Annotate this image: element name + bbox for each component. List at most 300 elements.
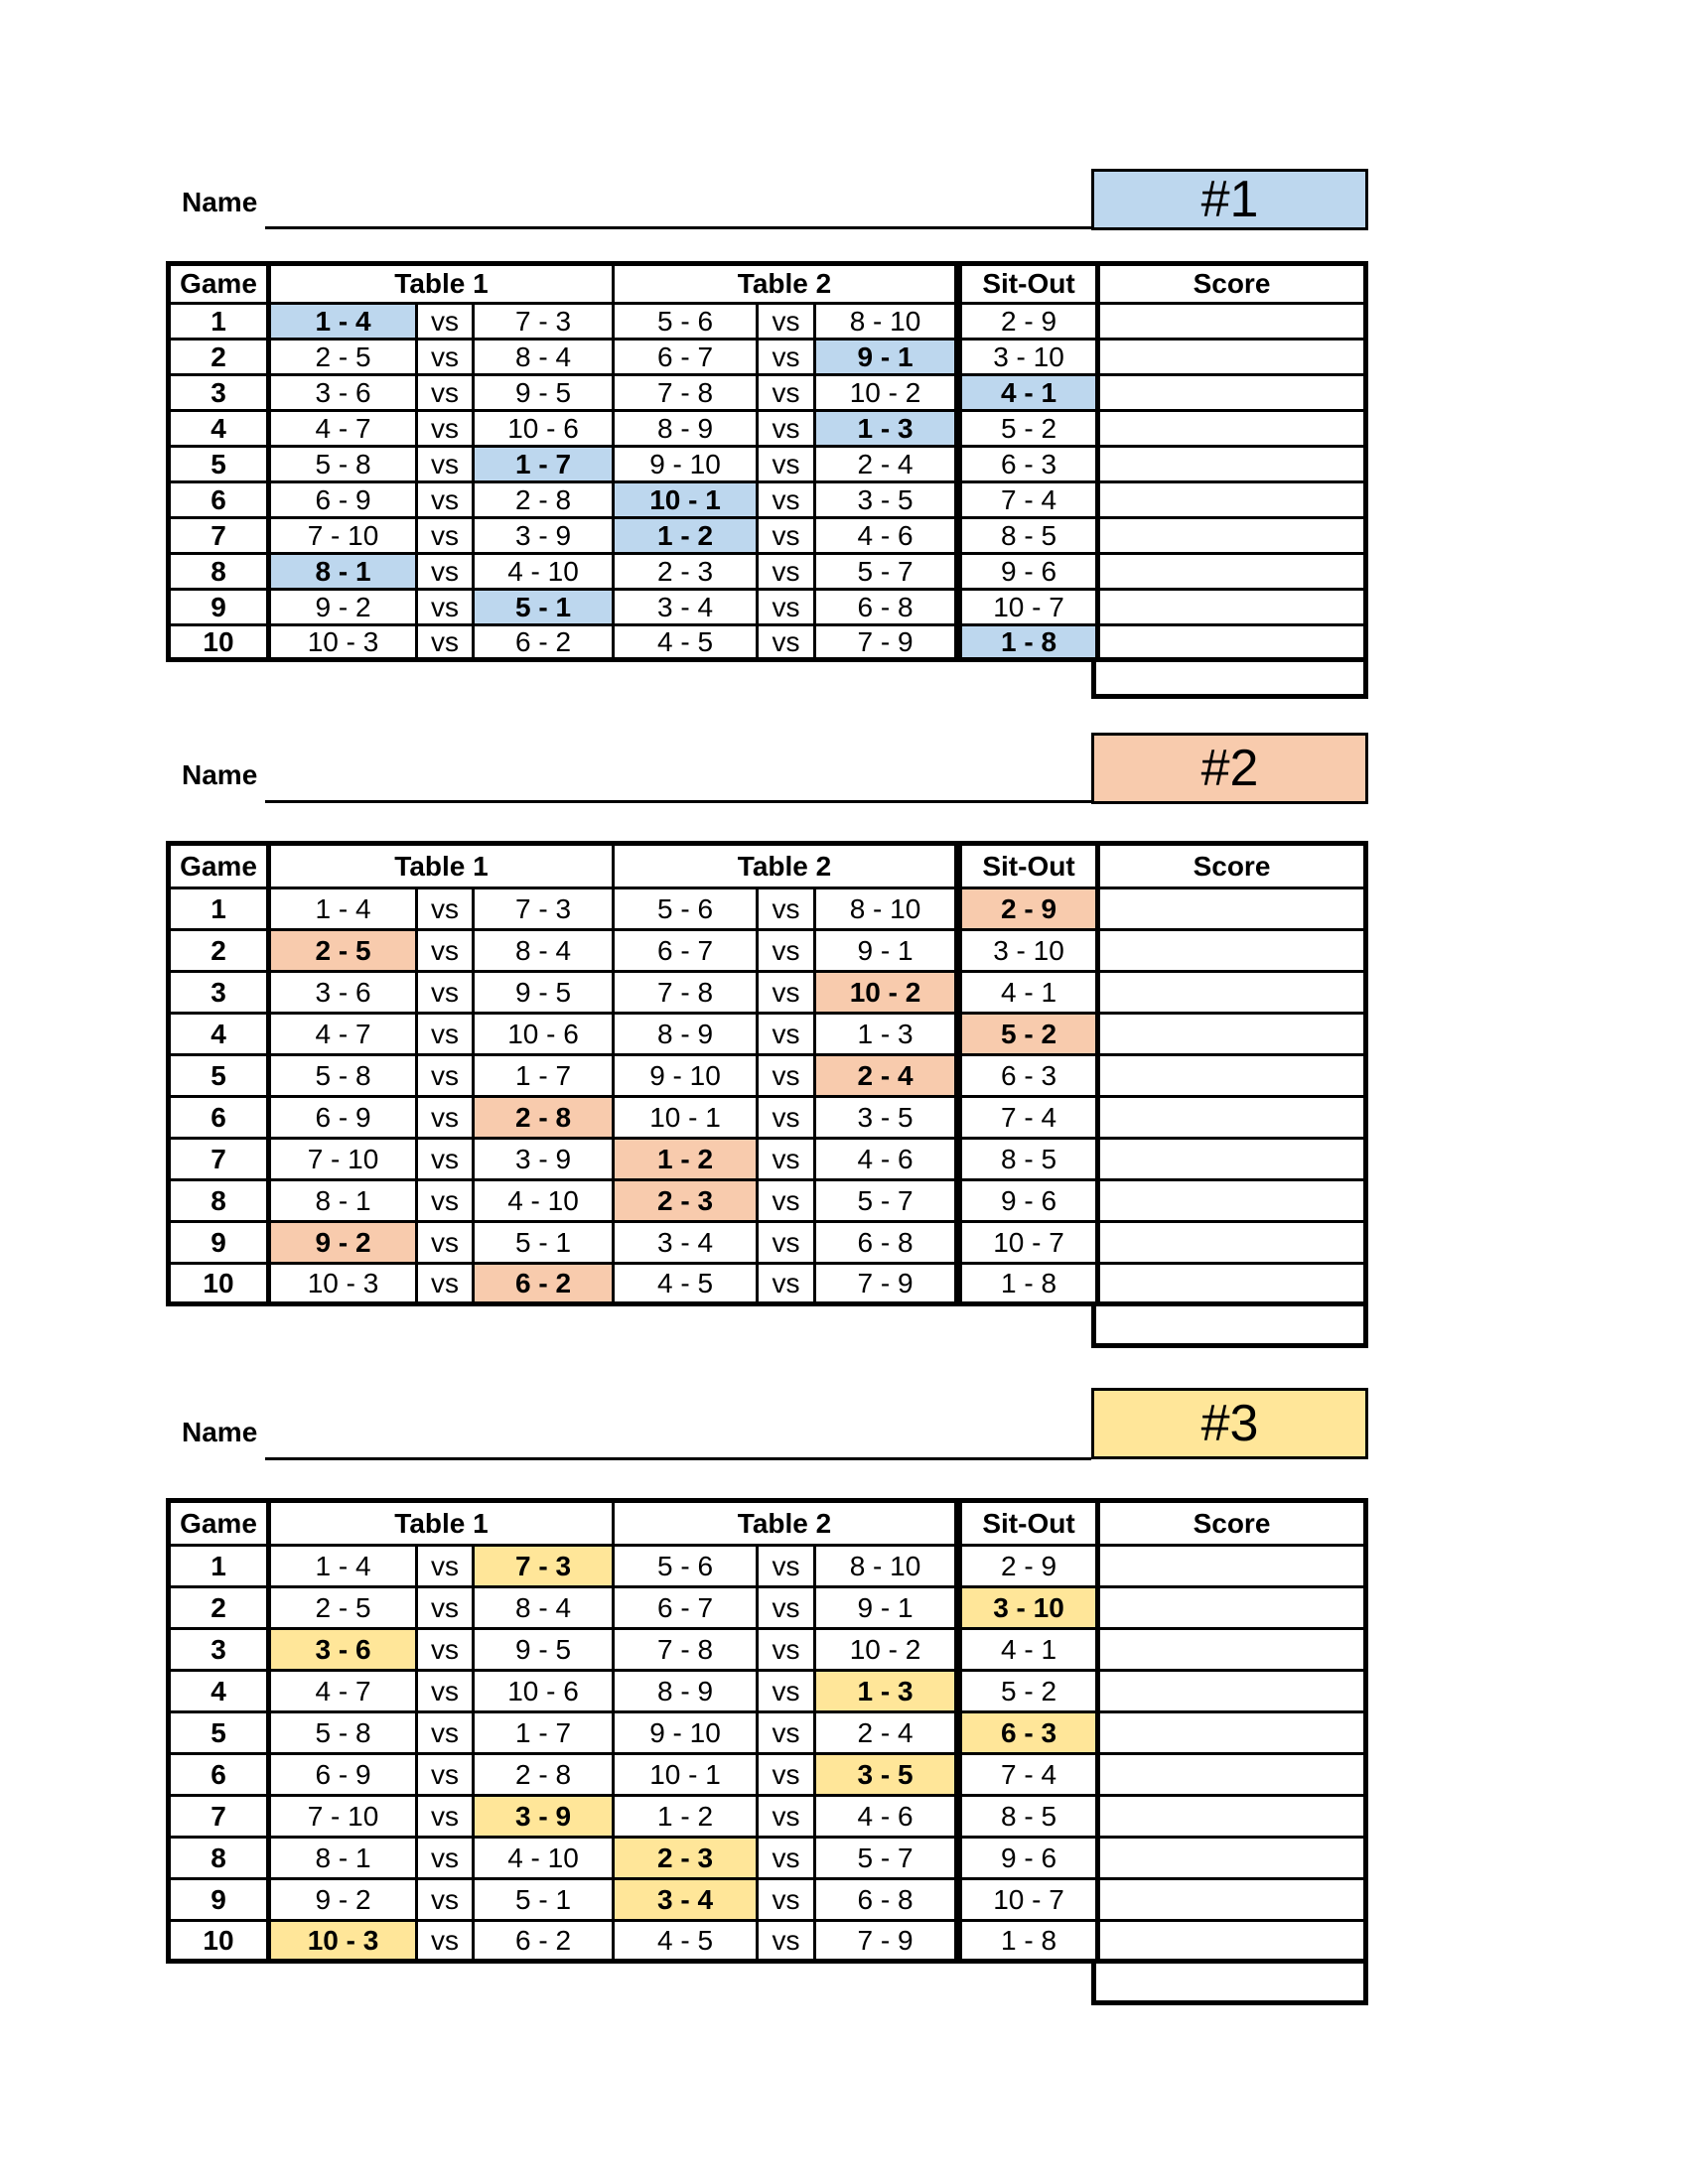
table-row [171, 889, 1368, 931]
table2-pair-a: 3 - 4 [615, 591, 759, 626]
table-row [171, 483, 1368, 519]
schedule-table [166, 841, 1368, 1306]
score-cell[interactable] [1100, 1015, 1368, 1056]
table1-pair-a: 10 - 3 [271, 1265, 418, 1306]
vs-label: vs [759, 1922, 816, 1964]
table-row [171, 1223, 1368, 1265]
header-sit-out: Sit-Out [957, 846, 1100, 889]
table2-pair-a: 6 - 7 [615, 341, 759, 376]
table1-pair-a: 6 - 9 [271, 483, 418, 519]
table2-pair-a: 2 - 3 [615, 555, 759, 591]
score-cell[interactable] [1100, 1056, 1368, 1098]
vs-label: vs [759, 1056, 816, 1098]
table1-pair-b: 2 - 8 [475, 483, 615, 519]
score-cell[interactable] [1100, 1140, 1368, 1181]
table2-pair-b: 9 - 1 [816, 341, 957, 376]
table1-pair-b: 7 - 3 [475, 889, 615, 931]
table2-pair-b: 6 - 8 [816, 1223, 957, 1265]
table2-pair-a: 10 - 1 [615, 1098, 759, 1140]
table2-pair-a: 9 - 10 [615, 1056, 759, 1098]
table-row [171, 1265, 1368, 1306]
vs-label: vs [418, 1797, 475, 1839]
sit-out-pair: 7 - 4 [957, 483, 1100, 519]
game-number: 10 [171, 1265, 271, 1306]
header-score: Score [1100, 1503, 1368, 1547]
table-row [171, 412, 1368, 448]
score-cell[interactable] [1100, 1547, 1368, 1588]
sit-out-pair: 5 - 2 [957, 1672, 1100, 1713]
table1-pair-b: 4 - 10 [475, 1839, 615, 1880]
vs-label: vs [418, 341, 475, 376]
game-number: 9 [171, 1880, 271, 1922]
header-table-2: Table 2 [615, 266, 957, 305]
table2-pair-a: 10 - 1 [615, 1755, 759, 1797]
score-cell[interactable] [1100, 1265, 1368, 1306]
score-cell[interactable] [1100, 1880, 1368, 1922]
table1-pair-a: 4 - 7 [271, 412, 418, 448]
table1-pair-a: 5 - 8 [271, 1713, 418, 1755]
table-row [171, 555, 1368, 591]
game-number: 3 [171, 1630, 271, 1672]
header-sit-out: Sit-Out [957, 266, 1100, 305]
table-row [171, 1797, 1368, 1839]
table-row [171, 1181, 1368, 1223]
table1-pair-a: 3 - 6 [271, 1630, 418, 1672]
game-number: 4 [171, 1672, 271, 1713]
total-score-cell[interactable] [1091, 661, 1368, 699]
table2-pair-b: 4 - 6 [816, 1140, 957, 1181]
header-row [171, 1503, 1368, 1547]
game-number: 8 [171, 1839, 271, 1880]
table2-pair-a: 10 - 1 [615, 483, 759, 519]
vs-label: vs [759, 1547, 816, 1588]
header-table-1: Table 1 [271, 266, 615, 305]
score-cell[interactable] [1100, 376, 1368, 412]
table-row [171, 305, 1368, 341]
table2-pair-b: 3 - 5 [816, 1098, 957, 1140]
table2-pair-a: 1 - 2 [615, 1140, 759, 1181]
table1-pair-b: 9 - 5 [475, 973, 615, 1015]
vs-label: vs [759, 626, 816, 662]
table1-pair-b: 2 - 8 [475, 1755, 615, 1797]
vs-label: vs [418, 1630, 475, 1672]
vs-label: vs [759, 555, 816, 591]
table-row [171, 1056, 1368, 1098]
vs-label: vs [418, 931, 475, 973]
vs-label: vs [418, 1015, 475, 1056]
table2-pair-a: 8 - 9 [615, 1015, 759, 1056]
vs-label: vs [759, 1223, 816, 1265]
table-row [171, 973, 1368, 1015]
table-row [171, 519, 1368, 555]
vs-label: vs [418, 1588, 475, 1630]
score-cell[interactable] [1100, 448, 1368, 483]
vs-label: vs [418, 1755, 475, 1797]
name-label: Name [182, 187, 258, 217]
vs-label: vs [759, 1797, 816, 1839]
table2-pair-b: 8 - 10 [816, 1547, 957, 1588]
sit-out-pair: 1 - 8 [957, 626, 1100, 662]
vs-label: vs [759, 931, 816, 973]
sheet-number-badge: #2 [1091, 733, 1368, 804]
sit-out-pair: 6 - 3 [957, 1713, 1100, 1755]
table1-pair-a: 5 - 8 [271, 448, 418, 483]
vs-label: vs [418, 1839, 475, 1880]
sit-out-pair: 6 - 3 [957, 448, 1100, 483]
game-number: 10 [171, 626, 271, 662]
table1-pair-b: 8 - 4 [475, 931, 615, 973]
score-cell[interactable] [1100, 555, 1368, 591]
score-cell[interactable] [1100, 1098, 1368, 1140]
table2-pair-b: 6 - 8 [816, 1880, 957, 1922]
table2-pair-a: 9 - 10 [615, 1713, 759, 1755]
table-row [171, 448, 1368, 483]
table2-pair-b: 8 - 10 [816, 305, 957, 341]
vs-label: vs [418, 591, 475, 626]
score-cell[interactable] [1100, 519, 1368, 555]
header-game: Game [171, 266, 271, 305]
table1-pair-b: 9 - 5 [475, 1630, 615, 1672]
vs-label: vs [759, 889, 816, 931]
table2-pair-b: 8 - 10 [816, 889, 957, 931]
table1-pair-b: 3 - 9 [475, 1140, 615, 1181]
table2-pair-b: 2 - 4 [816, 1713, 957, 1755]
vs-label: vs [759, 483, 816, 519]
table-row [171, 1015, 1368, 1056]
table-row [171, 1922, 1368, 1964]
vs-label: vs [418, 889, 475, 931]
vs-label: vs [759, 1672, 816, 1713]
sit-out-pair: 4 - 1 [957, 376, 1100, 412]
table1-pair-a: 4 - 7 [271, 1672, 418, 1713]
vs-label: vs [759, 973, 816, 1015]
sheet-number-badge: #3 [1091, 1388, 1368, 1459]
vs-label: vs [418, 376, 475, 412]
table2-pair-b: 5 - 7 [816, 555, 957, 591]
sit-out-pair: 8 - 5 [957, 1797, 1100, 1839]
table1-pair-b: 5 - 1 [475, 591, 615, 626]
table1-pair-a: 10 - 3 [271, 626, 418, 662]
table2-pair-b: 5 - 7 [816, 1839, 957, 1880]
table2-pair-b: 3 - 5 [816, 483, 957, 519]
game-number: 7 [171, 519, 271, 555]
table2-pair-a: 4 - 5 [615, 626, 759, 662]
vs-label: vs [418, 626, 475, 662]
score-cell[interactable] [1100, 1839, 1368, 1880]
sit-out-pair: 3 - 10 [957, 341, 1100, 376]
table1-pair-b: 1 - 7 [475, 1056, 615, 1098]
sit-out-pair: 5 - 2 [957, 1015, 1100, 1056]
name-line[interactable] [265, 1457, 1091, 1460]
table2-pair-a: 7 - 8 [615, 376, 759, 412]
sit-out-pair: 8 - 5 [957, 519, 1100, 555]
table1-pair-a: 6 - 9 [271, 1755, 418, 1797]
score-cell[interactable] [1100, 1922, 1368, 1964]
table-row [171, 1880, 1368, 1922]
table2-pair-a: 4 - 5 [615, 1265, 759, 1306]
name-label: Name [182, 759, 258, 790]
vs-label: vs [759, 591, 816, 626]
vs-label: vs [759, 1630, 816, 1672]
vs-label: vs [759, 1839, 816, 1880]
sit-out-pair: 6 - 3 [957, 1056, 1100, 1098]
table1-pair-a: 4 - 7 [271, 1015, 418, 1056]
name-label: Name [182, 1417, 258, 1447]
game-number: 5 [171, 1056, 271, 1098]
score-cell[interactable] [1100, 305, 1368, 341]
table2-pair-a: 5 - 6 [615, 1547, 759, 1588]
table2-pair-b: 1 - 3 [816, 1672, 957, 1713]
sit-out-pair: 2 - 9 [957, 1547, 1100, 1588]
header-table-2: Table 2 [615, 1503, 957, 1547]
table2-pair-a: 8 - 9 [615, 412, 759, 448]
score-cell[interactable] [1100, 591, 1368, 626]
game-number: 1 [171, 305, 271, 341]
table1-pair-a: 10 - 3 [271, 1922, 418, 1964]
vs-label: vs [418, 1056, 475, 1098]
header-game: Game [171, 846, 271, 889]
vs-label: vs [418, 1547, 475, 1588]
vs-label: vs [759, 1755, 816, 1797]
vs-label: vs [418, 448, 475, 483]
header-table-1: Table 1 [271, 1503, 615, 1547]
vs-label: vs [418, 1880, 475, 1922]
game-number: 3 [171, 376, 271, 412]
game-number: 8 [171, 555, 271, 591]
game-number: 2 [171, 1588, 271, 1630]
sit-out-pair: 1 - 8 [957, 1265, 1100, 1306]
table1-pair-b: 8 - 4 [475, 1588, 615, 1630]
vs-label: vs [759, 1265, 816, 1306]
header-table-1: Table 1 [271, 846, 615, 889]
table1-pair-a: 7 - 10 [271, 1797, 418, 1839]
table1-pair-b: 10 - 6 [475, 412, 615, 448]
table2-pair-a: 6 - 7 [615, 931, 759, 973]
table1-pair-b: 3 - 9 [475, 519, 615, 555]
score-cell[interactable] [1100, 483, 1368, 519]
table1-pair-a: 8 - 1 [271, 555, 418, 591]
table1-pair-b: 5 - 1 [475, 1880, 615, 1922]
table2-pair-b: 7 - 9 [816, 626, 957, 662]
table1-pair-b: 4 - 10 [475, 1181, 615, 1223]
table1-pair-b: 3 - 9 [475, 1797, 615, 1839]
vs-label: vs [418, 483, 475, 519]
sit-out-pair: 2 - 9 [957, 305, 1100, 341]
sit-out-pair: 4 - 1 [957, 1630, 1100, 1672]
vs-label: vs [759, 412, 816, 448]
score-cell[interactable] [1100, 1713, 1368, 1755]
vs-label: vs [759, 1181, 816, 1223]
score-cell[interactable] [1100, 1181, 1368, 1223]
game-number: 4 [171, 1015, 271, 1056]
table-row [171, 1672, 1368, 1713]
vs-label: vs [418, 412, 475, 448]
score-cell[interactable] [1100, 1672, 1368, 1713]
table2-pair-a: 5 - 6 [615, 889, 759, 931]
game-number: 6 [171, 1755, 271, 1797]
table2-pair-a: 4 - 5 [615, 1922, 759, 1964]
table2-pair-a: 7 - 8 [615, 973, 759, 1015]
table-row [171, 1588, 1368, 1630]
vs-label: vs [418, 1672, 475, 1713]
table2-pair-b: 10 - 2 [816, 973, 957, 1015]
schedule-table [166, 1498, 1368, 1964]
game-number: 8 [171, 1181, 271, 1223]
vs-label: vs [418, 1140, 475, 1181]
table1-pair-a: 9 - 2 [271, 1223, 418, 1265]
game-number: 9 [171, 1223, 271, 1265]
header-sit-out: Sit-Out [957, 1503, 1100, 1547]
game-number: 3 [171, 973, 271, 1015]
vs-label: vs [418, 305, 475, 341]
table1-pair-b: 2 - 8 [475, 1098, 615, 1140]
game-number: 7 [171, 1140, 271, 1181]
score-cell[interactable] [1100, 341, 1368, 376]
game-number: 7 [171, 1797, 271, 1839]
table1-pair-a: 1 - 4 [271, 305, 418, 341]
vs-label: vs [418, 519, 475, 555]
sit-out-pair: 8 - 5 [957, 1140, 1100, 1181]
header-row [171, 266, 1368, 305]
table-row [171, 1547, 1368, 1588]
vs-label: vs [759, 1098, 816, 1140]
sit-out-pair: 1 - 8 [957, 1922, 1100, 1964]
game-number: 2 [171, 931, 271, 973]
total-score-cell[interactable] [1091, 1962, 1368, 2005]
table1-pair-b: 10 - 6 [475, 1015, 615, 1056]
game-number: 5 [171, 448, 271, 483]
vs-label: vs [418, 1922, 475, 1964]
vs-label: vs [759, 519, 816, 555]
sit-out-pair: 9 - 6 [957, 1839, 1100, 1880]
table2-pair-a: 2 - 3 [615, 1839, 759, 1880]
score-cell[interactable] [1100, 931, 1368, 973]
table-row [171, 1098, 1368, 1140]
sit-out-pair: 9 - 6 [957, 1181, 1100, 1223]
table1-pair-b: 1 - 7 [475, 1713, 615, 1755]
score-cell[interactable] [1100, 626, 1368, 662]
table1-pair-a: 2 - 5 [271, 931, 418, 973]
table2-pair-b: 2 - 4 [816, 448, 957, 483]
table1-pair-b: 7 - 3 [475, 305, 615, 341]
vs-label: vs [418, 1181, 475, 1223]
vs-label: vs [759, 1713, 816, 1755]
sit-out-pair: 10 - 7 [957, 1880, 1100, 1922]
vs-label: vs [759, 1015, 816, 1056]
table-row [171, 931, 1368, 973]
table2-pair-a: 3 - 4 [615, 1223, 759, 1265]
table2-pair-b: 9 - 1 [816, 931, 957, 973]
game-number: 9 [171, 591, 271, 626]
table1-pair-a: 7 - 10 [271, 519, 418, 555]
table1-pair-a: 9 - 2 [271, 1880, 418, 1922]
table1-pair-a: 1 - 4 [271, 1547, 418, 1588]
vs-label: vs [418, 1265, 475, 1306]
total-score-cell[interactable] [1091, 1304, 1368, 1348]
header-score: Score [1100, 266, 1368, 305]
score-cell[interactable] [1100, 412, 1368, 448]
header-row [171, 846, 1368, 889]
name-line[interactable] [265, 800, 1091, 803]
vs-label: vs [759, 341, 816, 376]
header-game: Game [171, 1503, 271, 1547]
sit-out-pair: 3 - 10 [957, 1588, 1100, 1630]
table1-pair-a: 1 - 4 [271, 889, 418, 931]
vs-label: vs [759, 305, 816, 341]
vs-label: vs [418, 1713, 475, 1755]
sit-out-pair: 4 - 1 [957, 973, 1100, 1015]
table2-pair-b: 1 - 3 [816, 412, 957, 448]
table2-pair-b: 6 - 8 [816, 591, 957, 626]
table-row [171, 1140, 1368, 1181]
table2-pair-a: 9 - 10 [615, 448, 759, 483]
sheet-number-badge: #1 [1091, 169, 1368, 230]
table1-pair-a: 3 - 6 [271, 376, 418, 412]
table1-pair-b: 7 - 3 [475, 1547, 615, 1588]
score-cell[interactable] [1100, 1588, 1368, 1630]
table1-pair-b: 6 - 2 [475, 1265, 615, 1306]
sit-out-pair: 10 - 7 [957, 591, 1100, 626]
table1-pair-a: 2 - 5 [271, 341, 418, 376]
score-cell[interactable] [1100, 889, 1368, 931]
table1-pair-a: 8 - 1 [271, 1181, 418, 1223]
vs-label: vs [418, 1223, 475, 1265]
table1-pair-b: 6 - 2 [475, 1922, 615, 1964]
table2-pair-b: 3 - 5 [816, 1755, 957, 1797]
vs-label: vs [418, 973, 475, 1015]
table2-pair-b: 5 - 7 [816, 1181, 957, 1223]
game-number: 4 [171, 412, 271, 448]
table1-pair-b: 5 - 1 [475, 1223, 615, 1265]
score-cell[interactable] [1100, 973, 1368, 1015]
game-number: 10 [171, 1922, 271, 1964]
score-cell[interactable] [1100, 1223, 1368, 1265]
table2-pair-a: 6 - 7 [615, 1588, 759, 1630]
table1-pair-a: 5 - 8 [271, 1056, 418, 1098]
game-number: 2 [171, 341, 271, 376]
score-cell[interactable] [1100, 1630, 1368, 1672]
table2-pair-b: 4 - 6 [816, 1797, 957, 1839]
game-number: 5 [171, 1713, 271, 1755]
game-number: 1 [171, 1547, 271, 1588]
sit-out-pair: 7 - 4 [957, 1098, 1100, 1140]
sit-out-pair: 9 - 6 [957, 555, 1100, 591]
game-number: 6 [171, 483, 271, 519]
table1-pair-b: 8 - 4 [475, 341, 615, 376]
score-cell[interactable] [1100, 1755, 1368, 1797]
vs-label: vs [418, 555, 475, 591]
table1-pair-b: 1 - 7 [475, 448, 615, 483]
sit-out-pair: 2 - 9 [957, 889, 1100, 931]
table-row [171, 341, 1368, 376]
vs-label: vs [759, 1588, 816, 1630]
table2-pair-a: 1 - 2 [615, 1797, 759, 1839]
table-row [171, 591, 1368, 626]
table1-pair-a: 8 - 1 [271, 1839, 418, 1880]
name-line[interactable] [265, 226, 1091, 229]
table2-pair-b: 7 - 9 [816, 1922, 957, 1964]
header-score: Score [1100, 846, 1368, 889]
vs-label: vs [759, 1140, 816, 1181]
table2-pair-a: 7 - 8 [615, 1630, 759, 1672]
table1-pair-b: 6 - 2 [475, 626, 615, 662]
sit-out-pair: 10 - 7 [957, 1223, 1100, 1265]
table1-pair-a: 2 - 5 [271, 1588, 418, 1630]
schedule-table [166, 261, 1368, 662]
score-cell[interactable] [1100, 1797, 1368, 1839]
table2-pair-b: 10 - 2 [816, 376, 957, 412]
game-number: 6 [171, 1098, 271, 1140]
